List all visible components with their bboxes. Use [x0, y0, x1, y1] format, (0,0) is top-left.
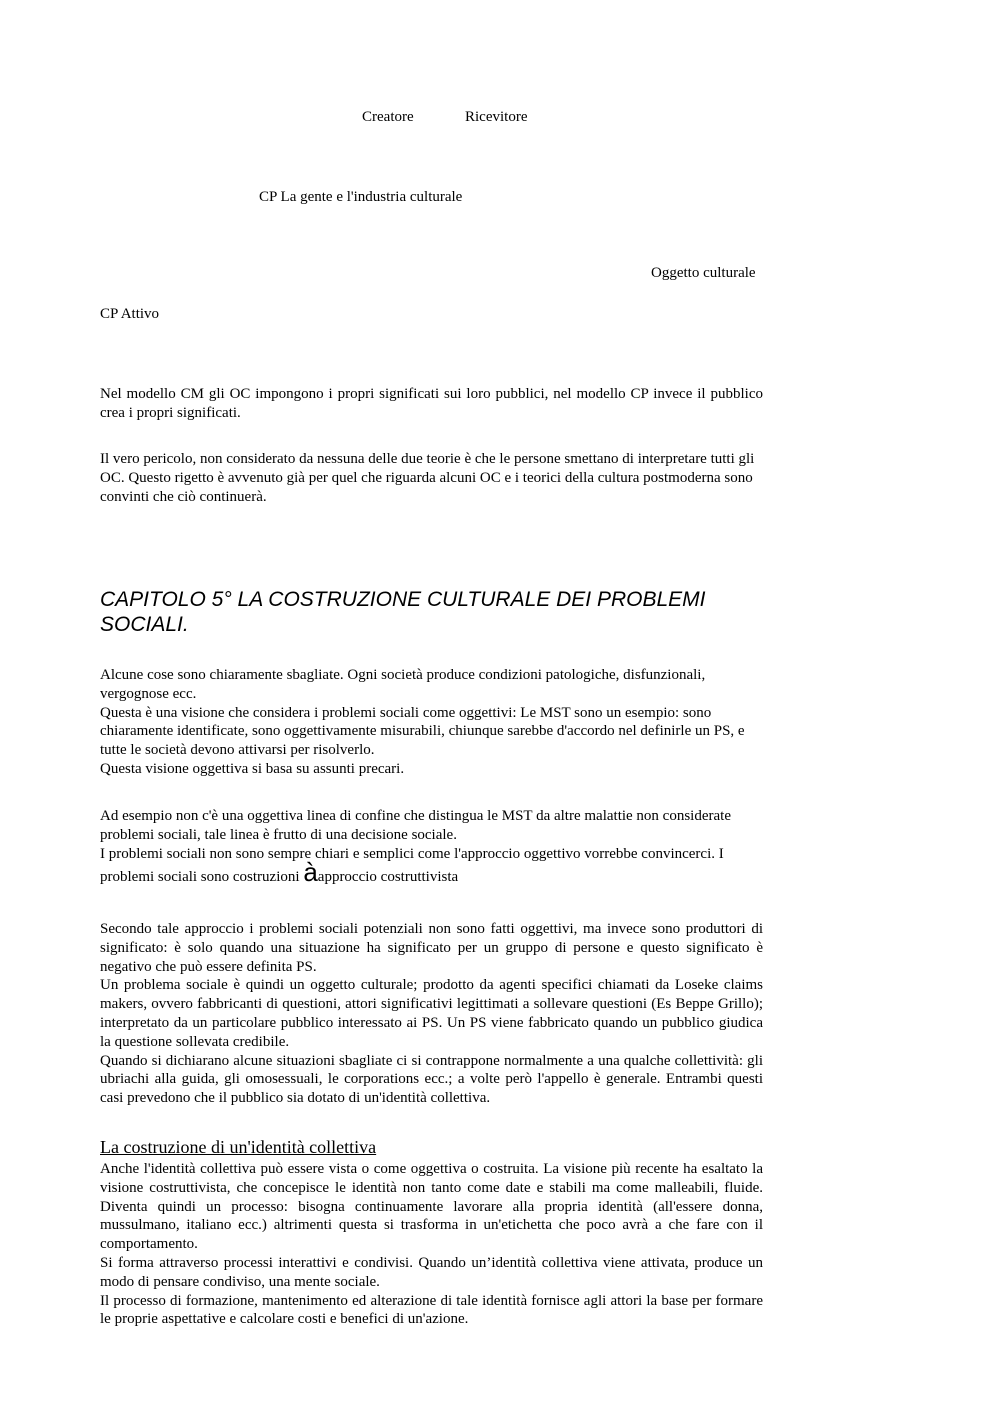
chapter-title: CAPITOLO 5° LA COSTRUZIONE CULTURALE DEI PROBLEMI SOCIALI. [100, 588, 706, 636]
diagram-label-receiver: Ricevitore [465, 109, 528, 125]
section-block [100, 1160, 763, 1329]
chapter-block-1 [100, 666, 763, 779]
diagram-label-cultural-object: Oggetto culturale [651, 265, 756, 281]
diagram-label-cp-active: CP Attivo [100, 306, 160, 322]
paragraph-models: Nel modello CM gli OC impongono i propri significati sui loro pubblici, nel modello CP invece il pubblico crea i propri significati. [100, 386, 763, 421]
text-run: I problemi sociali non sono sempre chiari e semplici come l'approccio oggettivo vorrebbe convincerci. I problemi sociali sono costruzioni [100, 845, 724, 886]
text-line: Ad esempio non c'è una oggettiva linea di confine che distingua le MST da altre malattie non considerate problemi sociali, tale linea è frutto di una decisione sociale. [100, 808, 731, 843]
diagram-label-cp-people: CP La gente e l'industria culturale [259, 189, 463, 205]
text-run: approccio costruttivista [317, 869, 459, 886]
section-title: La costruzione di un'identità collettiva [100, 1137, 377, 1157]
text-line: Questa è una visione che considera i problemi sociali come oggettivi: Le MST sono un esempio: sono chiaramente identificate, sono oggettivamente misurabili, chiunque sarebbe d'accordo nel definirle un PS, e tutte le società devono attivarsi per risolverlo. [100, 704, 745, 759]
chapter-block-2 [100, 807, 763, 887]
paragraph-danger: Il vero pericolo, non considerato da nessuna delle due teorie è che le persone smettano di interpretare tutti gli OC. Questo rigetto è avvenuto già per quel che riguarda alcuni OC e i teorici della cultura postmoderna sono convinti che ciò continuerà. [100, 451, 755, 505]
arrow-icon: à [303, 857, 318, 888]
text-line: Alcune cose sono chiaramente sbagliate. Ogni società produce condizioni patologiche, disfunzionali, vergognose ecc. [100, 667, 706, 702]
text-line: Un problema sociale è quindi un oggetto culturale; prodotto da agenti specifici chiamati da Loseke claims makers, ovvero fabbricanti di questioni, attori significativi legittimati a sollevare questioni (Es Beppe Grillo); interpretato da un particolare pubblico interessato ai PS. Un PS viene fabbricato quando un pubblico giudica la questione sollevata credibile. [100, 977, 763, 1050]
text-line: Questa visione oggettiva si basa su assunti precari. [100, 760, 405, 777]
text-line: Quando si dichiarano alcune situazioni sbagliate ci si contrappone normalmente a una qualche collettività: gli ubriachi alla guida, gli omosessuali, le corporations ecc.; a volte però l'appello è generale. Entrambi questi casi prevedono che il pubblico sia dotato di un'identità collettiva. [100, 1052, 763, 1107]
text-line: Il processo di formazione, mantenimento ed alterazione di tale identità fornisce agli attori la base per formare le proprie aspettative e calcolare costi e benefici di un'azione. [100, 1292, 763, 1328]
text-line: Secondo tale approccio i problemi sociali potenziali non sono fatti oggettivi, ma invece sono produttori di significato: è solo quando una situazione ha significato per un gruppo di persone e questo significato è negativo che può essere definita PS. [100, 921, 763, 975]
diagram-label-creator: Creatore [362, 109, 414, 125]
text-line: Anche l'identità collettiva può essere vista o come oggettiva o costruita. La visione più recente ha esaltato la visione costruttivista, che concepisce le identità non tanto come date e stabili ma come malleabili, fluide. Diventa quindi un processo: bisogna continuamente lavorare alla propria identità (all'essere donna, mussulmano, italiano ecc.) altrimenti questa si trasforma in un'etichetta che poco avrà a che fare con il comportamento. [100, 1161, 763, 1253]
text-line [100, 845, 763, 888]
text-line: Si forma attraverso processi interattivi e condivisi. Quando un’identità collettiva viene attivata, produce un modo di pensare condiviso, una mente sociale. [100, 1254, 763, 1290]
chapter-block-3 [100, 920, 763, 1108]
